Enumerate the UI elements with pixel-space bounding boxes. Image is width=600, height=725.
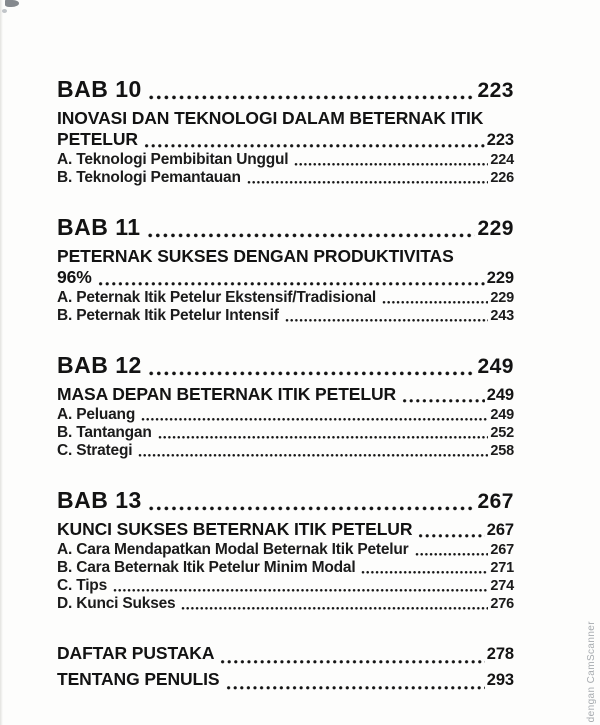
- toc-section: [57, 215, 514, 325]
- toc-row: [57, 307, 514, 325]
- toc-page-number: 267: [490, 542, 514, 558]
- scan-corner-smudge: [5, 0, 19, 7]
- toc-row: [57, 246, 514, 267]
- toc-row: [57, 129, 514, 151]
- toc-row: [57, 108, 514, 129]
- toc-entry-label: B. Tantangan: [57, 424, 152, 441]
- toc-entry-label: B. Cara Beternak Itik Petelur Minim Modal: [57, 559, 356, 576]
- toc-row: [57, 215, 514, 241]
- toc-leader-dots: [355, 559, 490, 577]
- toc-section: [57, 353, 514, 460]
- toc-leader-dots: [141, 215, 478, 241]
- toc-entry-label: BAB 10: [57, 76, 142, 102]
- toc-entry-label: BAB 12: [57, 352, 142, 378]
- toc-section: [57, 488, 514, 613]
- toc-row: [57, 559, 514, 577]
- toc-page-number: 293: [486, 671, 514, 689]
- toc-row: [57, 541, 514, 559]
- toc-page-number: 226: [490, 170, 514, 186]
- toc-row: [57, 424, 514, 442]
- toc-page-number: 224: [490, 152, 514, 168]
- toc-row: [57, 442, 514, 460]
- toc-entry-label: MASA DEPAN BETERNAK ITIK PETELUR: [57, 384, 397, 404]
- toc-leader-dots: [142, 353, 478, 379]
- toc-entry-label: D. Kunci Sukses: [57, 595, 176, 612]
- toc-row: [57, 667, 514, 693]
- toc-page-number: 243: [490, 308, 514, 324]
- scan-speck: [2, 9, 7, 13]
- toc-leader-dots: [214, 641, 486, 667]
- toc-entry-label: PETELUR: [57, 129, 138, 149]
- toc-leader-dots: [376, 289, 490, 307]
- toc-leader-dots: [288, 151, 490, 169]
- toc-page-number: 229: [477, 217, 514, 240]
- toc-page-number: 223: [486, 131, 514, 149]
- toc-leader-dots: [132, 442, 490, 460]
- toc-row: [57, 595, 514, 613]
- toc-entry-label: C. Strategi: [57, 442, 133, 459]
- toc-leader-dots: [279, 307, 491, 325]
- toc-leader-dots: [92, 267, 487, 289]
- toc-entry-label: PETERNAK SUKSES DENGAN PRODUKTIVITAS: [57, 246, 454, 266]
- toc-page-number: 229: [490, 290, 514, 306]
- toc-entry-label: KUNCI SUKSES BETERNAK ITIK PETELUR: [57, 519, 413, 539]
- toc-leader-dots: [152, 424, 491, 442]
- toc-row: [57, 289, 514, 307]
- toc-leader-dots: [412, 519, 486, 541]
- toc-leader-dots: [220, 667, 487, 693]
- toc-section: [57, 641, 514, 693]
- toc-page-number: 252: [490, 425, 514, 441]
- toc-leader-dots: [142, 488, 478, 514]
- toc-leader-dots: [142, 77, 478, 103]
- scan-edge-shadow: [0, 0, 3, 725]
- toc-entry-label: BAB 13: [57, 487, 142, 513]
- toc-entry-label: B. Teknologi Pemantauan: [57, 169, 241, 186]
- toc-leader-dots: [135, 406, 490, 424]
- toc-page-number: 271: [490, 560, 514, 576]
- toc-entry-label: TENTANG PENULIS: [57, 669, 220, 689]
- toc-row: [57, 267, 514, 289]
- toc-page-number: 276: [490, 596, 514, 612]
- toc-row: [57, 169, 514, 187]
- toc-page-number: 249: [486, 386, 514, 404]
- toc-page-number: 278: [486, 645, 514, 663]
- toc-row: [57, 77, 514, 103]
- camscanner-watermark: dengan CamScanner: [586, 620, 597, 722]
- toc-leader-dots: [409, 541, 491, 559]
- toc-row: [57, 384, 514, 406]
- toc-row: [57, 353, 514, 379]
- toc-leader-dots: [175, 595, 490, 613]
- toc-entry-label: A. Peternak Itik Petelur Ekstensif/Tradisional: [57, 289, 377, 306]
- toc-page-number: 274: [490, 578, 514, 594]
- toc-page-number: 258: [490, 443, 514, 459]
- toc-entry-label: C. Tips: [57, 577, 107, 594]
- toc-page-number: 267: [486, 521, 514, 539]
- toc-leader-dots: [241, 169, 491, 187]
- toc-page-number: 229: [486, 269, 514, 287]
- toc-entry-label: B. Peternak Itik Petelur Intensif: [57, 307, 279, 324]
- toc-entry-label: BAB 11: [57, 214, 141, 240]
- toc-entry-label: A. Teknologi Pembibitan Unggul: [57, 151, 289, 168]
- toc-row: [57, 577, 514, 595]
- toc-row: [57, 406, 514, 424]
- toc-entry-label: A. Cara Mendapatkan Modal Beternak Itik Petelur: [57, 541, 409, 558]
- toc-entry-label: 96%: [57, 267, 92, 287]
- toc-row: [57, 488, 514, 514]
- toc-row: [57, 519, 514, 541]
- table-of-contents: [57, 0, 514, 721]
- toc-entry-label: DAFTAR PUSTAKA: [57, 643, 215, 663]
- toc-section: [57, 77, 514, 187]
- toc-entry-label: A. Peluang: [57, 406, 136, 423]
- toc-row: [57, 641, 514, 667]
- toc-entry-label: INOVASI DAN TEKNOLOGI DALAM BETERNAK ITIK: [57, 108, 484, 128]
- toc-leader-dots: [107, 577, 490, 595]
- toc-leader-dots: [396, 384, 487, 406]
- toc-leader-dots: [138, 129, 487, 151]
- toc-page-number: 223: [477, 79, 514, 102]
- toc-page-number: 249: [490, 407, 514, 423]
- toc-page-number: 267: [477, 490, 514, 513]
- toc-page-number: 249: [477, 355, 514, 378]
- toc-row: [57, 151, 514, 169]
